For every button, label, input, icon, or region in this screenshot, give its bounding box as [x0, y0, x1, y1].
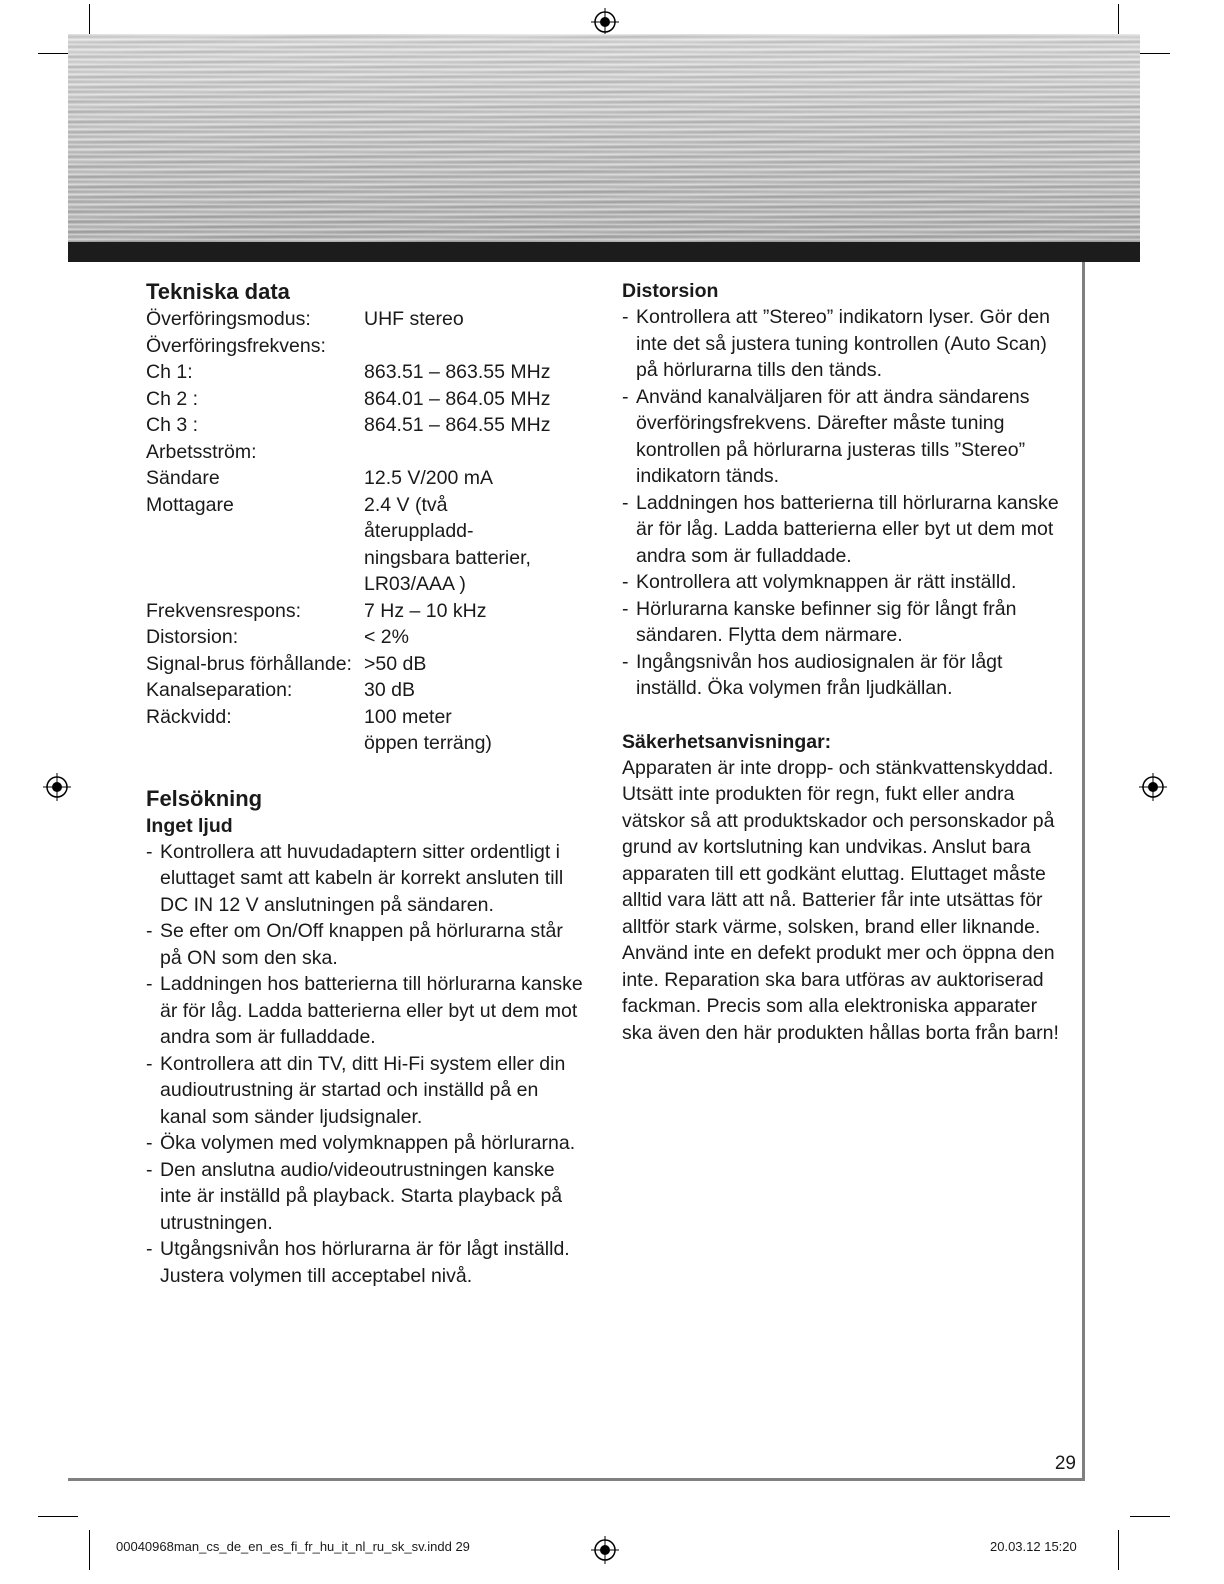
footer-filename: 00040968man_cs_de_en_es_fi_fr_hu_it_nl_ru_sk_sv.indd 29: [116, 1539, 470, 1554]
spec-row: [146, 624, 586, 651]
bottom-page-rule: [68, 1478, 1085, 1481]
list-item: - Den anslutna audio/videoutrustningen kanske inte är inställd på playback. Starta playback på utrustningen.: [146, 1157, 586, 1237]
spec-label: Överföringsfrekvens:: [146, 334, 326, 357]
spec-label: Distorsion:: [146, 626, 239, 648]
spec-label: Signal-brus förhållande:: [146, 652, 352, 675]
spec-label: Överföringsmodus:: [146, 308, 311, 330]
list-item: - Kontrollera att din TV, ditt Hi-Fi system eller din audioutrustning är startad och inställd på en kanal som sänder ljudsignaler.: [146, 1051, 586, 1131]
spec-row: [146, 598, 586, 625]
list-item: - Ingångsnivån hos audiosignalen är för lågt inställd. Öka volymen från ljudkällan.: [622, 649, 1067, 702]
no-sound-title: Inget ljud: [146, 814, 233, 837]
footer-date: 20.03.12 15:20: [990, 1539, 1077, 1554]
spec-row: [146, 439, 586, 466]
page-number: 29: [1054, 1453, 1076, 1474]
distortion-title: Distorsion: [622, 280, 719, 302]
spec-row: [146, 465, 586, 492]
list-item: - Öka volymen med volymknappen på hörlurarna.: [146, 1130, 586, 1157]
spec-label: Frekvensrespons:: [146, 599, 301, 622]
spec-value: UHF stereo: [364, 308, 464, 330]
spec-row: [146, 704, 586, 757]
spec-value: >50 dB: [364, 652, 427, 675]
registration-mark-icon: [43, 773, 71, 801]
registration-mark-icon: [1139, 773, 1167, 801]
list-item: - Kontrollera att ”Stereo” indikatorn lyser. Gör den inte det så justera tuning kontrollen (Auto Scan) på hörlurarna tills den tänds.: [622, 304, 1067, 384]
no-sound-list: [146, 839, 586, 1290]
list-item: - Kontrollera att volymknappen är rätt inställd.: [622, 569, 1067, 596]
right-column: [622, 278, 1067, 1046]
right-page-rule: [1082, 262, 1085, 1480]
spec-label: Sändare: [146, 467, 220, 489]
spec-row: [146, 412, 586, 439]
spec-value: 100 meter öppen terräng): [364, 705, 492, 754]
banner-dark-bar: [68, 242, 1140, 262]
spec-row: [146, 306, 586, 333]
spec-label: Mottagare: [146, 493, 234, 516]
crop-mark: [1118, 1530, 1119, 1570]
spec-value: 2.4 V (två återuppladd-ningsbara batterier, LR03/AAA ): [364, 493, 531, 595]
spec-row: [146, 359, 586, 386]
list-item: - Laddningen hos batterierna till hörlurarna kanske är för låg. Ladda batterierna eller byt ut dem mot andra som är fulladdade.: [622, 490, 1067, 570]
distortion-list: [622, 304, 1067, 702]
specs-table: [146, 306, 586, 757]
registration-mark-icon: [591, 1536, 619, 1564]
spec-value: 863.51 – 863.55 MHz: [364, 361, 551, 383]
list-item: - Se efter om On/Off knappen på hörlurarna står på ON som den ska.: [146, 918, 586, 971]
crop-mark: [89, 1530, 90, 1570]
spec-value: 7 Hz – 10 kHz: [364, 599, 487, 622]
crop-mark: [38, 1516, 78, 1517]
list-item: - Kontrollera att huvudadaptern sitter ordentligt i eluttaget samt att kabeln är korrekt ansluten till DC IN 12 V anslutningen på sändaren.: [146, 839, 586, 919]
spec-value: 864.01 – 864.05 MHz: [364, 387, 551, 410]
spec-row: [146, 333, 586, 360]
safety-text: Apparaten är inte dropp- och stänkvattenskyddad. Utsätt inte produkten för regn, fukt eller andra vätskor så att produktskador och personskador på grund av kortslutning kan undvikas. Anslut bara apparaten till ett godkänt eluttag. Eluttaget måste alltid vara lätt att nå. Batterier får inte utsättas för alltför stark värme, solsken, brand eller liknande. Använd inte en defekt produkt mer och öppna den inte. Reparation ska bara utföras av auktoriserad fackman. Precis som alla elektroniska apparater ska även den här produkten hållas borta från barn!: [622, 756, 1059, 1044]
spec-label: Ch 2 :: [146, 387, 199, 410]
spec-value: < 2%: [364, 626, 409, 648]
troubleshooting-title: Felsökning: [146, 785, 263, 811]
spec-label: Ch 1:: [146, 361, 193, 383]
safety-title: Säkerhetsanvisningar:: [622, 730, 832, 753]
spec-label: Kanalseparation:: [146, 679, 293, 701]
spec-label: Arbetsström:: [146, 440, 257, 463]
brushed-metal-banner: [68, 34, 1140, 242]
list-item: - Utgångsnivån hos hörlurarna är för lågt inställd. Justera volymen till acceptabel nivå.: [146, 1236, 586, 1289]
spec-row: [146, 677, 586, 704]
spec-row: [146, 651, 586, 678]
spec-value: [364, 333, 586, 360]
spec-row: [146, 492, 586, 598]
spec-value: [364, 439, 586, 466]
left-column: [146, 278, 586, 1289]
spec-value: 864.51 – 864.55 MHz: [364, 414, 551, 436]
list-item: - Använd kanalväljaren för att ändra sändarens överföringsfrekvens. Därefter måste tuning kontrollen på hörlurarna justeras tills ”Stereo” indikatorn tänds.: [622, 384, 1067, 490]
spec-value: 12.5 V/200 mA: [364, 467, 493, 489]
specs-title: Tekniska data: [146, 279, 290, 304]
list-item: - Laddningen hos batterierna till hörlurarna kanske är för låg. Ladda batterierna eller byt ut dem mot andra som är fulladdade.: [146, 971, 586, 1051]
spec-label: Ch 3 :: [146, 414, 199, 436]
spec-value: 30 dB: [364, 679, 415, 701]
list-item: - Hörlurarna kanske befinner sig för långt från sändaren. Flytta dem närmare.: [622, 596, 1067, 649]
spec-label: Räckvidd:: [146, 705, 232, 728]
crop-mark: [1130, 1516, 1170, 1517]
registration-mark-icon: [591, 8, 619, 36]
spec-row: [146, 386, 586, 413]
